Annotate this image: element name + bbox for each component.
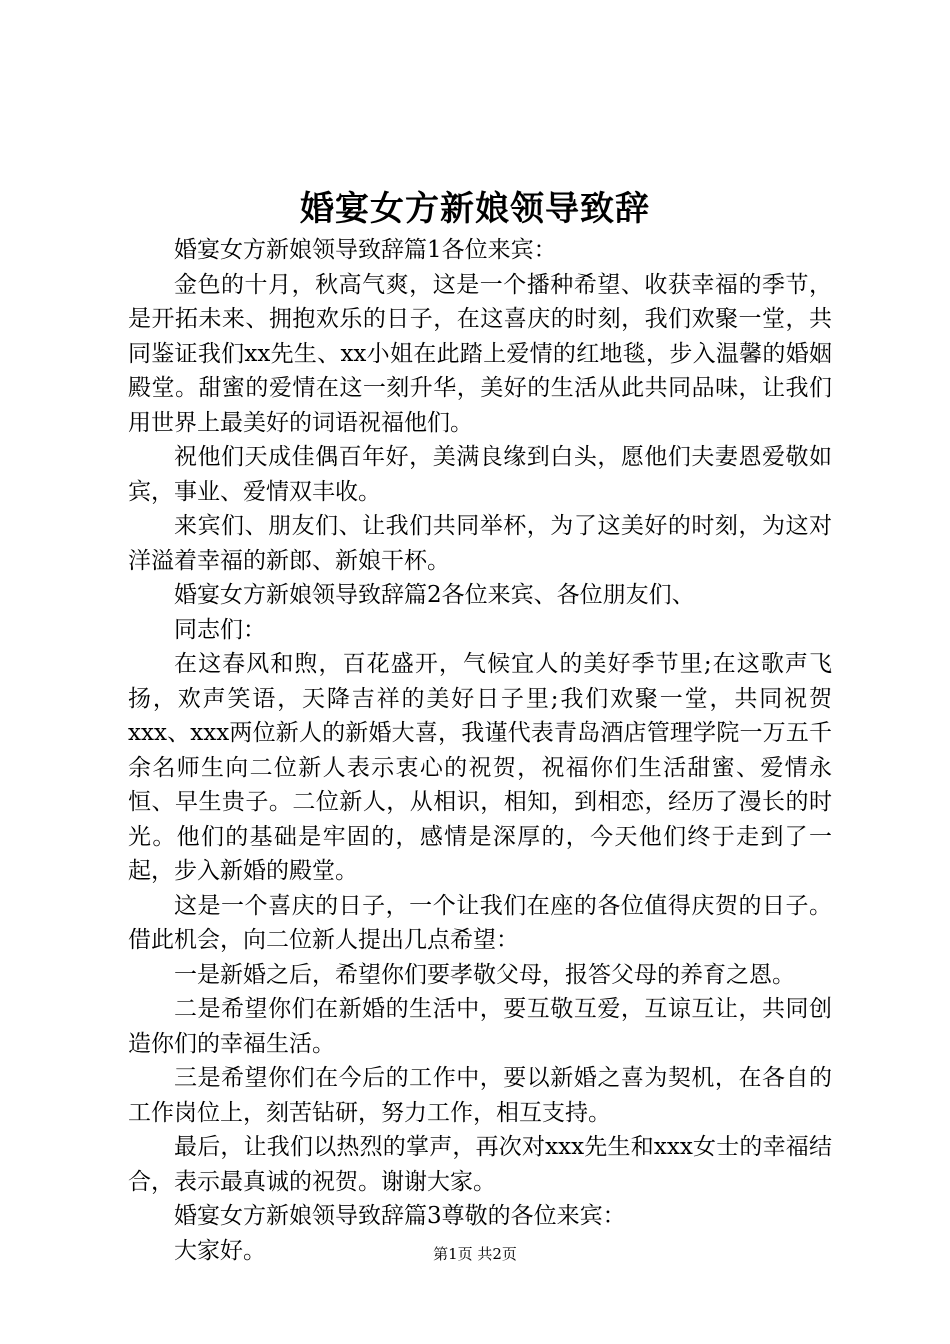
paragraph: 在这春风和煦，百花盛开，气候宜人的美好季节里;在这歌声飞扬，欢声笑语，天降吉祥的美好日子里;我们欢聚一堂，共同祝贺xxx、xxx两位新人的新婚大喜，我谨代表青岛酒店管理学院一万五千余名师生向二位新人表示衷心的祝贺，祝福你们生活甜蜜、爱情永恒、早生贵子。二位新人，从相识，相知，到相恋，经历了漫长的时光。他们的基础是牢固的，感情是深厚的，今天他们终于走到了一起，步入新婚的殿堂。 [128, 651, 832, 884]
paragraph: 婚宴女方新娘领导致辞篇3尊敬的各位来宾： [174, 1203, 626, 1229]
paragraph: 婚宴女方新娘领导致辞篇1各位来宾： [174, 237, 557, 263]
paragraph: 这是一个喜庆的日子，一个让我们在座的各位值得庆贺的日子。借此机会，向二位新人提出几点希望： [128, 892, 832, 953]
paragraph: 二是希望你们在新婚的生活中，要互敬互爱，互谅互让，共同创造你们的幸福生活。 [128, 996, 832, 1057]
paragraph: 婚宴女方新娘领导致辞篇2各位来宾、各位朋友们、 [174, 582, 695, 608]
paragraph: 祝他们天成佳偶百年好，美满良缘到白头，愿他们夫妻恩爱敬如宾，事业、爱情双丰收。 [128, 444, 832, 505]
page-number: 第1页 共2页 [433, 1245, 517, 1263]
paragraph: 金色的十月，秋高气爽，这是一个播种希望、收获幸福的季节，是开拓未来、拥抱欢乐的日子，在这喜庆的时刻，我们欢聚一堂，共同鉴证我们xx先生、xx小姐在此踏上爱情的红地毯，步入温馨的婚姻殿堂。甜蜜的爱情在这一刻升华，美好的生活从此共同品味，让我们用世界上最美好的词语祝福他们。 [128, 271, 832, 436]
paragraph: 来宾们、朋友们、让我们共同举杯，为了这美好的时刻，为这对洋溢着幸福的新郎、新娘干杯。 [128, 513, 832, 574]
paragraph: 大家好。 [174, 1237, 266, 1264]
paragraph: 同志们： [174, 616, 266, 643]
paragraph: 一是新婚之后，希望你们要孝敬父母，报答父母的养育之恩。 [174, 961, 795, 988]
document-body [128, 233, 832, 1268]
paragraph: 最后，让我们以热烈的掌声，再次对xxx先生和xxx女士的幸福结合，表示最真诚的祝贺。谢谢大家。 [128, 1134, 832, 1195]
paragraph: 三是希望你们在今后的工作中，要以新婚之喜为契机，在各自的工作岗位上，刻苦钻研，努力工作，相互支持。 [128, 1065, 832, 1126]
document-title: 婚宴女方新娘领导致辞 [300, 189, 650, 229]
